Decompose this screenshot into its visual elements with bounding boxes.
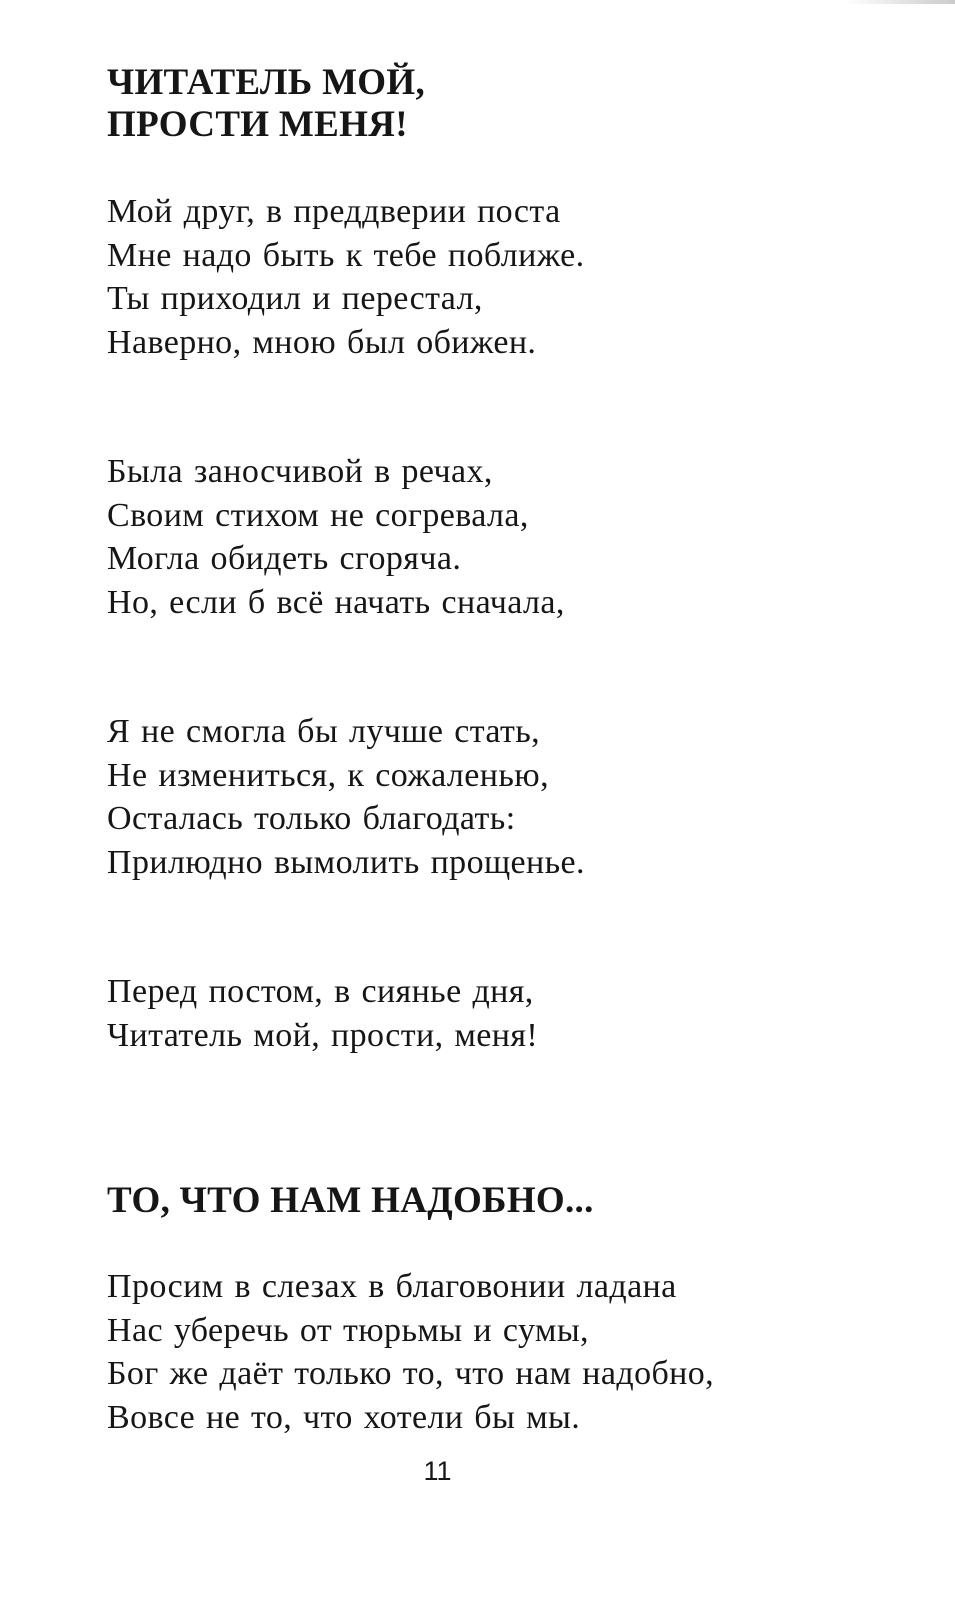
poem-title-line: ЧИТАТЕЛЬ МОЙ, (107, 62, 426, 103)
page-number: 11 (423, 1456, 452, 1486)
poem-line: Но, если б всё начать сначала, (107, 583, 565, 621)
poem-line: Мой друг, в преддверии поста (107, 193, 561, 230)
poem-title-line: ПРОСТИ МЕНЯ! (107, 104, 408, 145)
poem-line: Мне надо быть к тебе поближе. (107, 236, 585, 274)
poem-line: Нас уберечь от тюрьмы и сумы, (107, 1311, 589, 1349)
poem-stanza (107, 450, 565, 624)
poem-line: Могла обидеть сгоряча. (107, 540, 462, 577)
poem-title (107, 62, 425, 146)
poem-line: Наверно, мною был обижен. (107, 323, 537, 361)
poem-stanza (107, 710, 585, 884)
poem-title: ТО, ЧТО НАМ НАДОБНО... (107, 1180, 594, 1221)
poem-stanza (107, 190, 585, 364)
poem-line: Была заносчивой в речах, (107, 453, 493, 490)
poem-line: Осталась только благодать: (107, 800, 516, 837)
poem-line: Я не смогла бы лучше стать, (107, 713, 541, 750)
poem-stanza (107, 1265, 714, 1439)
page-edge-mark (845, 0, 955, 4)
poem-line: Своим стихом не согревала, (107, 496, 529, 534)
poem-line: Не измениться, к сожаленью, (107, 756, 549, 794)
poem-line: Прилюдно вымолить прощенье. (107, 843, 585, 881)
poem-line: Ты приходил и перестал, (107, 280, 483, 317)
poem-line: Вовсе не то, что хотели бы мы. (107, 1398, 581, 1436)
poem-line: Просим в слезах в благовонии ладана (107, 1268, 677, 1305)
poem-line: Перед постом, в сиянье дня, (107, 973, 534, 1010)
poem-stanza (107, 970, 538, 1057)
poem-line: Бог же даёт только то, что нам надобно, (107, 1355, 715, 1392)
poem-line: Читатель мой, прости, меня! (107, 1016, 539, 1054)
